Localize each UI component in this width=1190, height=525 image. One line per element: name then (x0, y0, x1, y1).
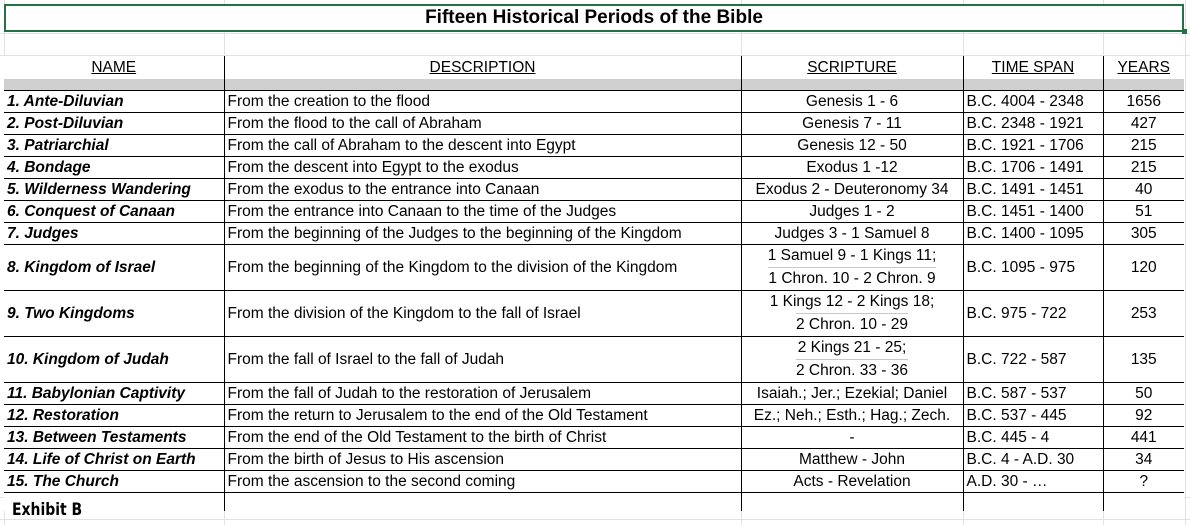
empty-cell[interactable] (963, 493, 1103, 512)
time-span-cell[interactable]: B.C. 1095 - 975 (963, 245, 1103, 291)
period-name-cell[interactable]: 1. Ante-Diluvian (4, 91, 224, 113)
years-cell[interactable]: 92 (1103, 405, 1184, 427)
scripture-cell[interactable]: Exodus 2 - Deuteronomy 34 (741, 179, 963, 201)
table-row (4, 383, 1184, 405)
empty-cell[interactable] (741, 493, 963, 512)
period-name-cell[interactable]: 6. Conquest of Canaan (4, 201, 224, 223)
table-row (4, 405, 1184, 427)
table-row (4, 449, 1184, 471)
period-name-cell[interactable]: 13. Between Testaments (4, 427, 224, 449)
time-span-cell[interactable]: B.C. 975 - 722 (963, 291, 1103, 337)
period-name-cell[interactable]: 4. Bondage (4, 157, 224, 179)
time-span-cell[interactable]: B.C. 1921 - 1706 (963, 135, 1103, 157)
header-description[interactable]: DESCRIPTION (224, 56, 741, 79)
description-cell[interactable]: From the beginning of the Judges to the beginning of the Kingdom (224, 223, 741, 245)
table-row (4, 135, 1184, 157)
years-cell[interactable]: 120 (1103, 245, 1184, 291)
time-span-cell[interactable]: B.C. 1491 - 1451 (963, 179, 1103, 201)
description-cell[interactable]: From the division of the Kingdom to the fall of Israel (224, 291, 741, 337)
years-cell[interactable]: 51 (1103, 201, 1184, 223)
years-cell[interactable]: 50 (1103, 383, 1184, 405)
scripture-line: 2 Chron. 10 - 29 (796, 313, 908, 336)
scripture-line: 1 Samuel 9 - 1 Kings 11; (767, 247, 937, 264)
table-row (4, 157, 1184, 179)
scripture-cell[interactable]: Isaiah.; Jer.; Ezekial; Daniel (741, 383, 963, 405)
scripture-cell[interactable]: Judges 1 - 2 (741, 201, 963, 223)
time-span-cell[interactable]: B.C. 2348 - 1921 (963, 113, 1103, 135)
period-name-cell[interactable]: 8. Kingdom of Israel (4, 245, 224, 291)
period-name-cell[interactable]: 12. Restoration (4, 405, 224, 427)
period-name-cell[interactable]: 2. Post-Diluvian (4, 113, 224, 135)
years-cell[interactable]: 215 (1103, 135, 1184, 157)
table-row (4, 223, 1184, 245)
time-span-cell[interactable]: B.C. 722 - 587 (963, 337, 1103, 383)
scripture-cell[interactable]: Ez.; Neh.; Esth.; Hag.; Zech. (741, 405, 963, 427)
periods-table (4, 56, 1184, 511)
years-cell[interactable]: 1656 (1103, 91, 1184, 113)
time-span-cell[interactable]: B.C. 4 - A.D. 30 (963, 449, 1103, 471)
years-cell[interactable]: 305 (1103, 223, 1184, 245)
period-name-cell[interactable]: 10. Kingdom of Judah (4, 337, 224, 383)
scripture-cell[interactable]: Acts - Revelation (741, 471, 963, 493)
scripture-line: 1 Chron. 10 - 2 Chron. 9 (768, 267, 935, 290)
empty-row (4, 493, 1184, 512)
scripture-line: 2 Kings 21 - 25; (797, 339, 907, 356)
description-cell[interactable]: From the flood to the call of Abraham (224, 113, 741, 135)
table-row (4, 201, 1184, 223)
description-cell[interactable]: From the end of the Old Testament to the birth of Christ (224, 427, 741, 449)
description-cell[interactable]: From the descent into Egypt to the exodus (224, 157, 741, 179)
years-cell[interactable]: 40 (1103, 179, 1184, 201)
time-span-cell[interactable]: A.D. 30 - … (963, 471, 1103, 493)
years-cell[interactable]: 253 (1103, 291, 1184, 337)
table-row (4, 471, 1184, 493)
gray-separator-row (4, 79, 1184, 91)
description-cell[interactable]: From the beginning of the Kingdom to the division of the Kingdom (224, 245, 741, 291)
time-span-cell[interactable]: B.C. 537 - 445 (963, 405, 1103, 427)
description-cell[interactable]: From the fall of Judah to the restoration of Jerusalem (224, 383, 741, 405)
table-row (4, 113, 1184, 135)
scripture-cell[interactable]: Genesis 12 - 50 (741, 135, 963, 157)
years-cell[interactable]: 215 (1103, 157, 1184, 179)
table-row (4, 427, 1184, 449)
header-row (4, 56, 1184, 79)
scripture-line: 1 Kings 12 - 2 Kings 18; (769, 293, 935, 310)
header-time-span[interactable]: TIME SPAN (963, 56, 1103, 79)
sheet-title-cell[interactable] (4, 4, 1184, 32)
time-span-cell[interactable]: B.C. 4004 - 2348 (963, 91, 1103, 113)
table-row (4, 245, 1184, 291)
table-row (4, 179, 1184, 201)
years-cell[interactable]: 135 (1103, 337, 1184, 383)
time-span-cell[interactable]: B.C. 587 - 537 (963, 383, 1103, 405)
period-name-cell[interactable]: 14. Life of Christ on Earth (4, 449, 224, 471)
description-cell[interactable]: From the birth of Jesus to His ascension (224, 449, 741, 471)
sheet-title: Fifteen Historical Periods of the Bible (425, 7, 763, 28)
table-row (4, 337, 1184, 383)
scripture-cell[interactable] (741, 245, 963, 291)
description-cell[interactable]: From the fall of Israel to the fall of Judah (224, 337, 741, 383)
years-cell[interactable]: 441 (1103, 427, 1184, 449)
description-cell[interactable]: From the return to Jerusalem to the end of the Old Testament (224, 405, 741, 427)
period-name-cell[interactable]: 7. Judges (4, 223, 224, 245)
header-name[interactable]: NAME (4, 56, 224, 79)
scripture-cell[interactable]: Judges 3 - 1 Samuel 8 (741, 223, 963, 245)
scripture-cell[interactable] (741, 337, 963, 383)
description-cell[interactable]: From the call of Abraham to the descent into Egypt (224, 135, 741, 157)
years-cell[interactable]: 427 (1103, 113, 1184, 135)
years-cell[interactable]: 34 (1103, 449, 1184, 471)
header-scripture[interactable]: SCRIPTURE (741, 56, 963, 79)
years-cell[interactable]: ? (1103, 471, 1184, 493)
scripture-cell[interactable]: Genesis 1 - 6 (741, 91, 963, 113)
time-span-cell[interactable]: B.C. 445 - 4 (963, 427, 1103, 449)
scripture-cell[interactable]: Matthew - John (741, 449, 963, 471)
exhibit-caption: Exhibit B (12, 500, 83, 520)
description-cell[interactable]: From the exodus to the entrance into Canaan (224, 179, 741, 201)
time-span-cell[interactable]: B.C. 1400 - 1095 (963, 223, 1103, 245)
scripture-cell[interactable]: Exodus 1 -12 (741, 157, 963, 179)
empty-cell[interactable] (1103, 493, 1184, 512)
scripture-line: 2 Chron. 33 - 36 (796, 359, 908, 382)
empty-cell[interactable] (224, 493, 741, 512)
description-cell[interactable]: From the entrance into Canaan to the time of the Judges (224, 201, 741, 223)
fill-handle[interactable] (1182, 29, 1187, 34)
period-name-cell[interactable]: 5. Wilderness Wandering (4, 179, 224, 201)
period-name-cell[interactable]: 3. Patriarchial (4, 135, 224, 157)
table-row (4, 91, 1184, 113)
header-years[interactable]: YEARS (1117, 59, 1171, 76)
period-name-cell[interactable]: 15. The Church (4, 471, 224, 493)
time-span-cell[interactable]: B.C. 1451 - 1400 (963, 201, 1103, 223)
period-name-cell[interactable]: 9. Two Kingdoms (4, 291, 224, 337)
scripture-cell[interactable] (741, 291, 963, 337)
description-cell[interactable]: From the creation to the flood (224, 91, 741, 113)
scripture-cell[interactable]: Genesis 7 - 11 (741, 113, 963, 135)
scripture-cell[interactable]: - (741, 427, 963, 449)
period-name-cell[interactable]: 11. Babylonian Captivity (4, 383, 224, 405)
table-row (4, 291, 1184, 337)
time-span-cell[interactable]: B.C. 1706 - 1491 (963, 157, 1103, 179)
description-cell[interactable]: From the ascension to the second coming (224, 471, 741, 493)
